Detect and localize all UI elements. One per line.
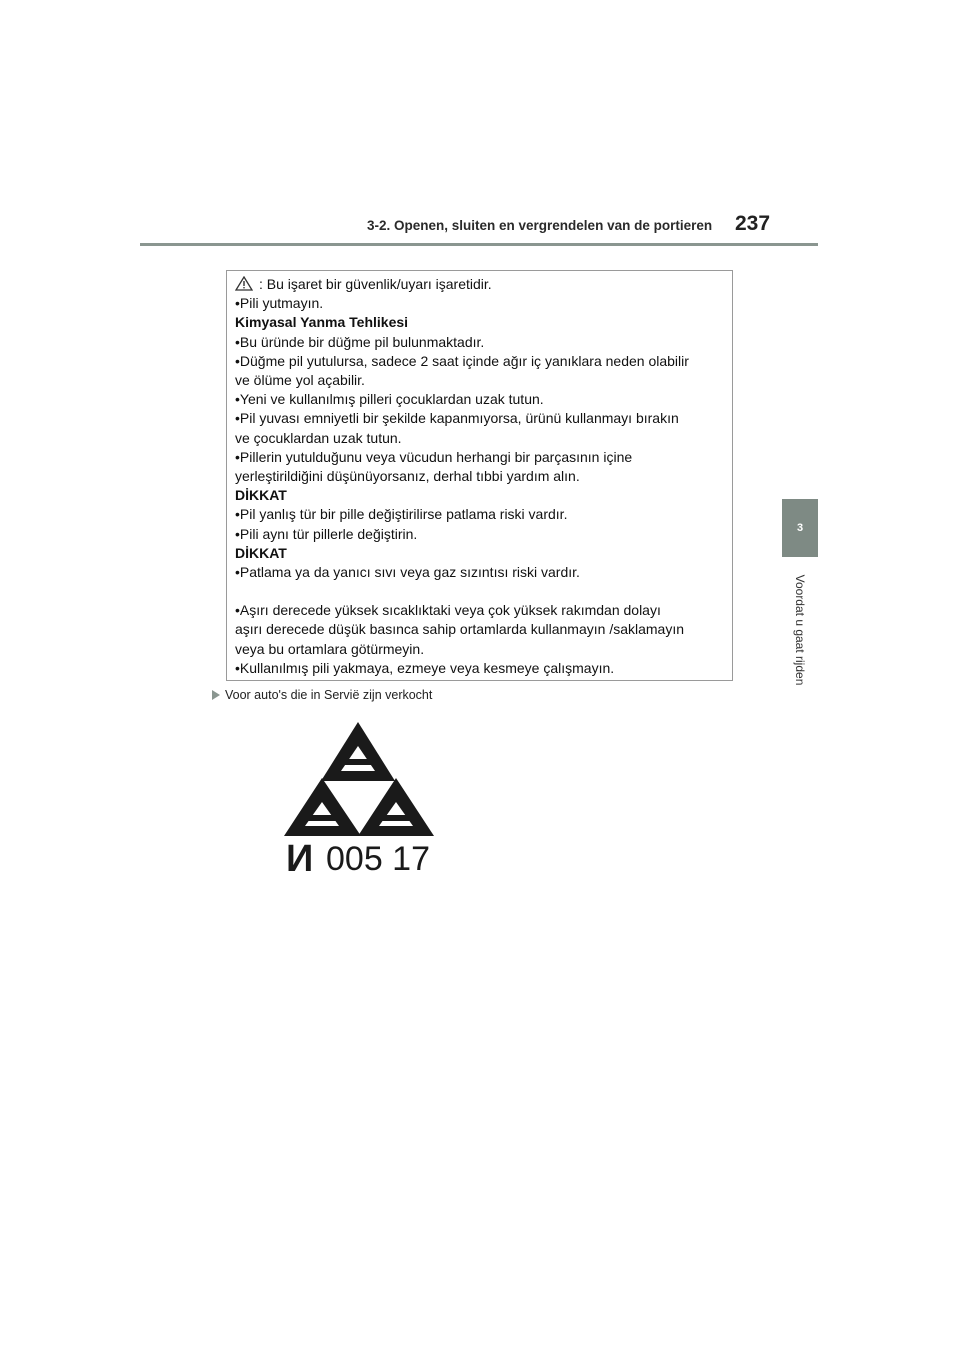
- warning-line-text: •Pili aynı tür pillerle değiştirin.: [235, 525, 418, 542]
- warning-line-text: •Aşırı derecede yüksek sıcaklıktaki veya çok yüksek rakımdan dolayı: [235, 602, 661, 619]
- warning-line: [235, 525, 728, 544]
- warning-line-text: •Pili yutmayın.: [235, 295, 324, 312]
- warning-line: [235, 659, 728, 678]
- warning-line: [235, 467, 728, 486]
- warning-box: [226, 270, 733, 681]
- warning-line: [235, 505, 728, 524]
- warning-line-text: DİKKAT: [235, 544, 287, 561]
- caption: [212, 688, 432, 702]
- warning-line-text: •Pil yuvası emniyetli bir şekilde kapanmıyorsa, ürünü kullanmayı bırakın: [235, 410, 679, 427]
- warning-line-text: •Düğme pil yutulursa, sadece 2 saat içinde ağır iç yanıklara neden olabilir: [235, 352, 689, 369]
- warning-line: [235, 371, 728, 390]
- warning-line-text: aşırı derecede düşük basınca sahip ortamlarda kullanmayın /saklamayın: [235, 621, 685, 638]
- warning-line: [235, 563, 728, 582]
- warning-line: [235, 333, 728, 352]
- warning-line-text: DİKKAT: [235, 487, 287, 504]
- warning-line: [235, 448, 728, 467]
- arrow-right-icon: [212, 690, 220, 700]
- warning-line-text: veya bu ortamlara götürmeyin.: [235, 640, 425, 657]
- section-title: 3-2. Openen, sluiten en vergrendelen van de portieren: [367, 218, 713, 233]
- warning-line-text: Kimyasal Yanma Tehlikesi: [235, 314, 409, 331]
- warning-text: [235, 275, 728, 678]
- warning-line-text: ve ölüme yol açabilir.: [235, 372, 365, 389]
- warning-line: [235, 429, 728, 448]
- warning-line-text: ve çocuklardan uzak tutun.: [235, 429, 402, 446]
- chapter-tab: 3: [782, 499, 818, 557]
- warning-line: [235, 409, 728, 428]
- chapter-label: Voordat u gaat rijden: [793, 574, 807, 686]
- warning-line: [235, 275, 728, 294]
- warning-line: [235, 486, 728, 505]
- warning-line: [235, 352, 728, 371]
- warning-line-text: •Pillerin yutulduğunu veya vücudun herhangi bir parçasının içine: [235, 448, 633, 465]
- caption-text: Voor auto's die in Servië zijn verkocht: [225, 688, 433, 702]
- warning-line: [235, 582, 728, 601]
- warning-line: [235, 601, 728, 620]
- warning-line-text: : Bu işaret bir güvenlik/uyarı işaretidir.: [259, 276, 492, 292]
- warning-line: [235, 390, 728, 409]
- warning-line-text: •Patlama ya da yanıcı sıvı veya gaz sızıntısı riski vardır.: [235, 564, 580, 581]
- warning-line-text: yerleştirildiğini düşünüyorsanız, derhal tıbbi yardım alın.: [235, 468, 580, 485]
- certification-code: 005 17: [326, 840, 430, 878]
- warning-line-text: •Kullanılmış pili yakmaya, ezmeye veya kesmeye çalışmayın.: [235, 659, 615, 676]
- warning-line: [235, 620, 728, 639]
- certification-prefix: И: [286, 838, 314, 878]
- warning-triangle-icon: [235, 276, 259, 292]
- header-divider: [140, 243, 818, 246]
- warning-line: [235, 544, 728, 563]
- warning-line-text: •Yeni ve kullanılmış pilleri çocuklardan uzak tutun.: [235, 391, 544, 408]
- certification-mark: [282, 718, 442, 883]
- serbian-certification-triangles-icon: [282, 718, 442, 878]
- warning-line-text: •Pil yanlış tür bir pille değiştirilirse patlama riski vardır.: [235, 506, 568, 523]
- warning-line: [235, 313, 728, 332]
- warning-line-text: •Bu üründe bir düğme pil bulunmaktadır.: [235, 333, 485, 350]
- warning-line: [235, 640, 728, 659]
- warning-line: [235, 294, 728, 313]
- page-number: 237: [735, 212, 771, 235]
